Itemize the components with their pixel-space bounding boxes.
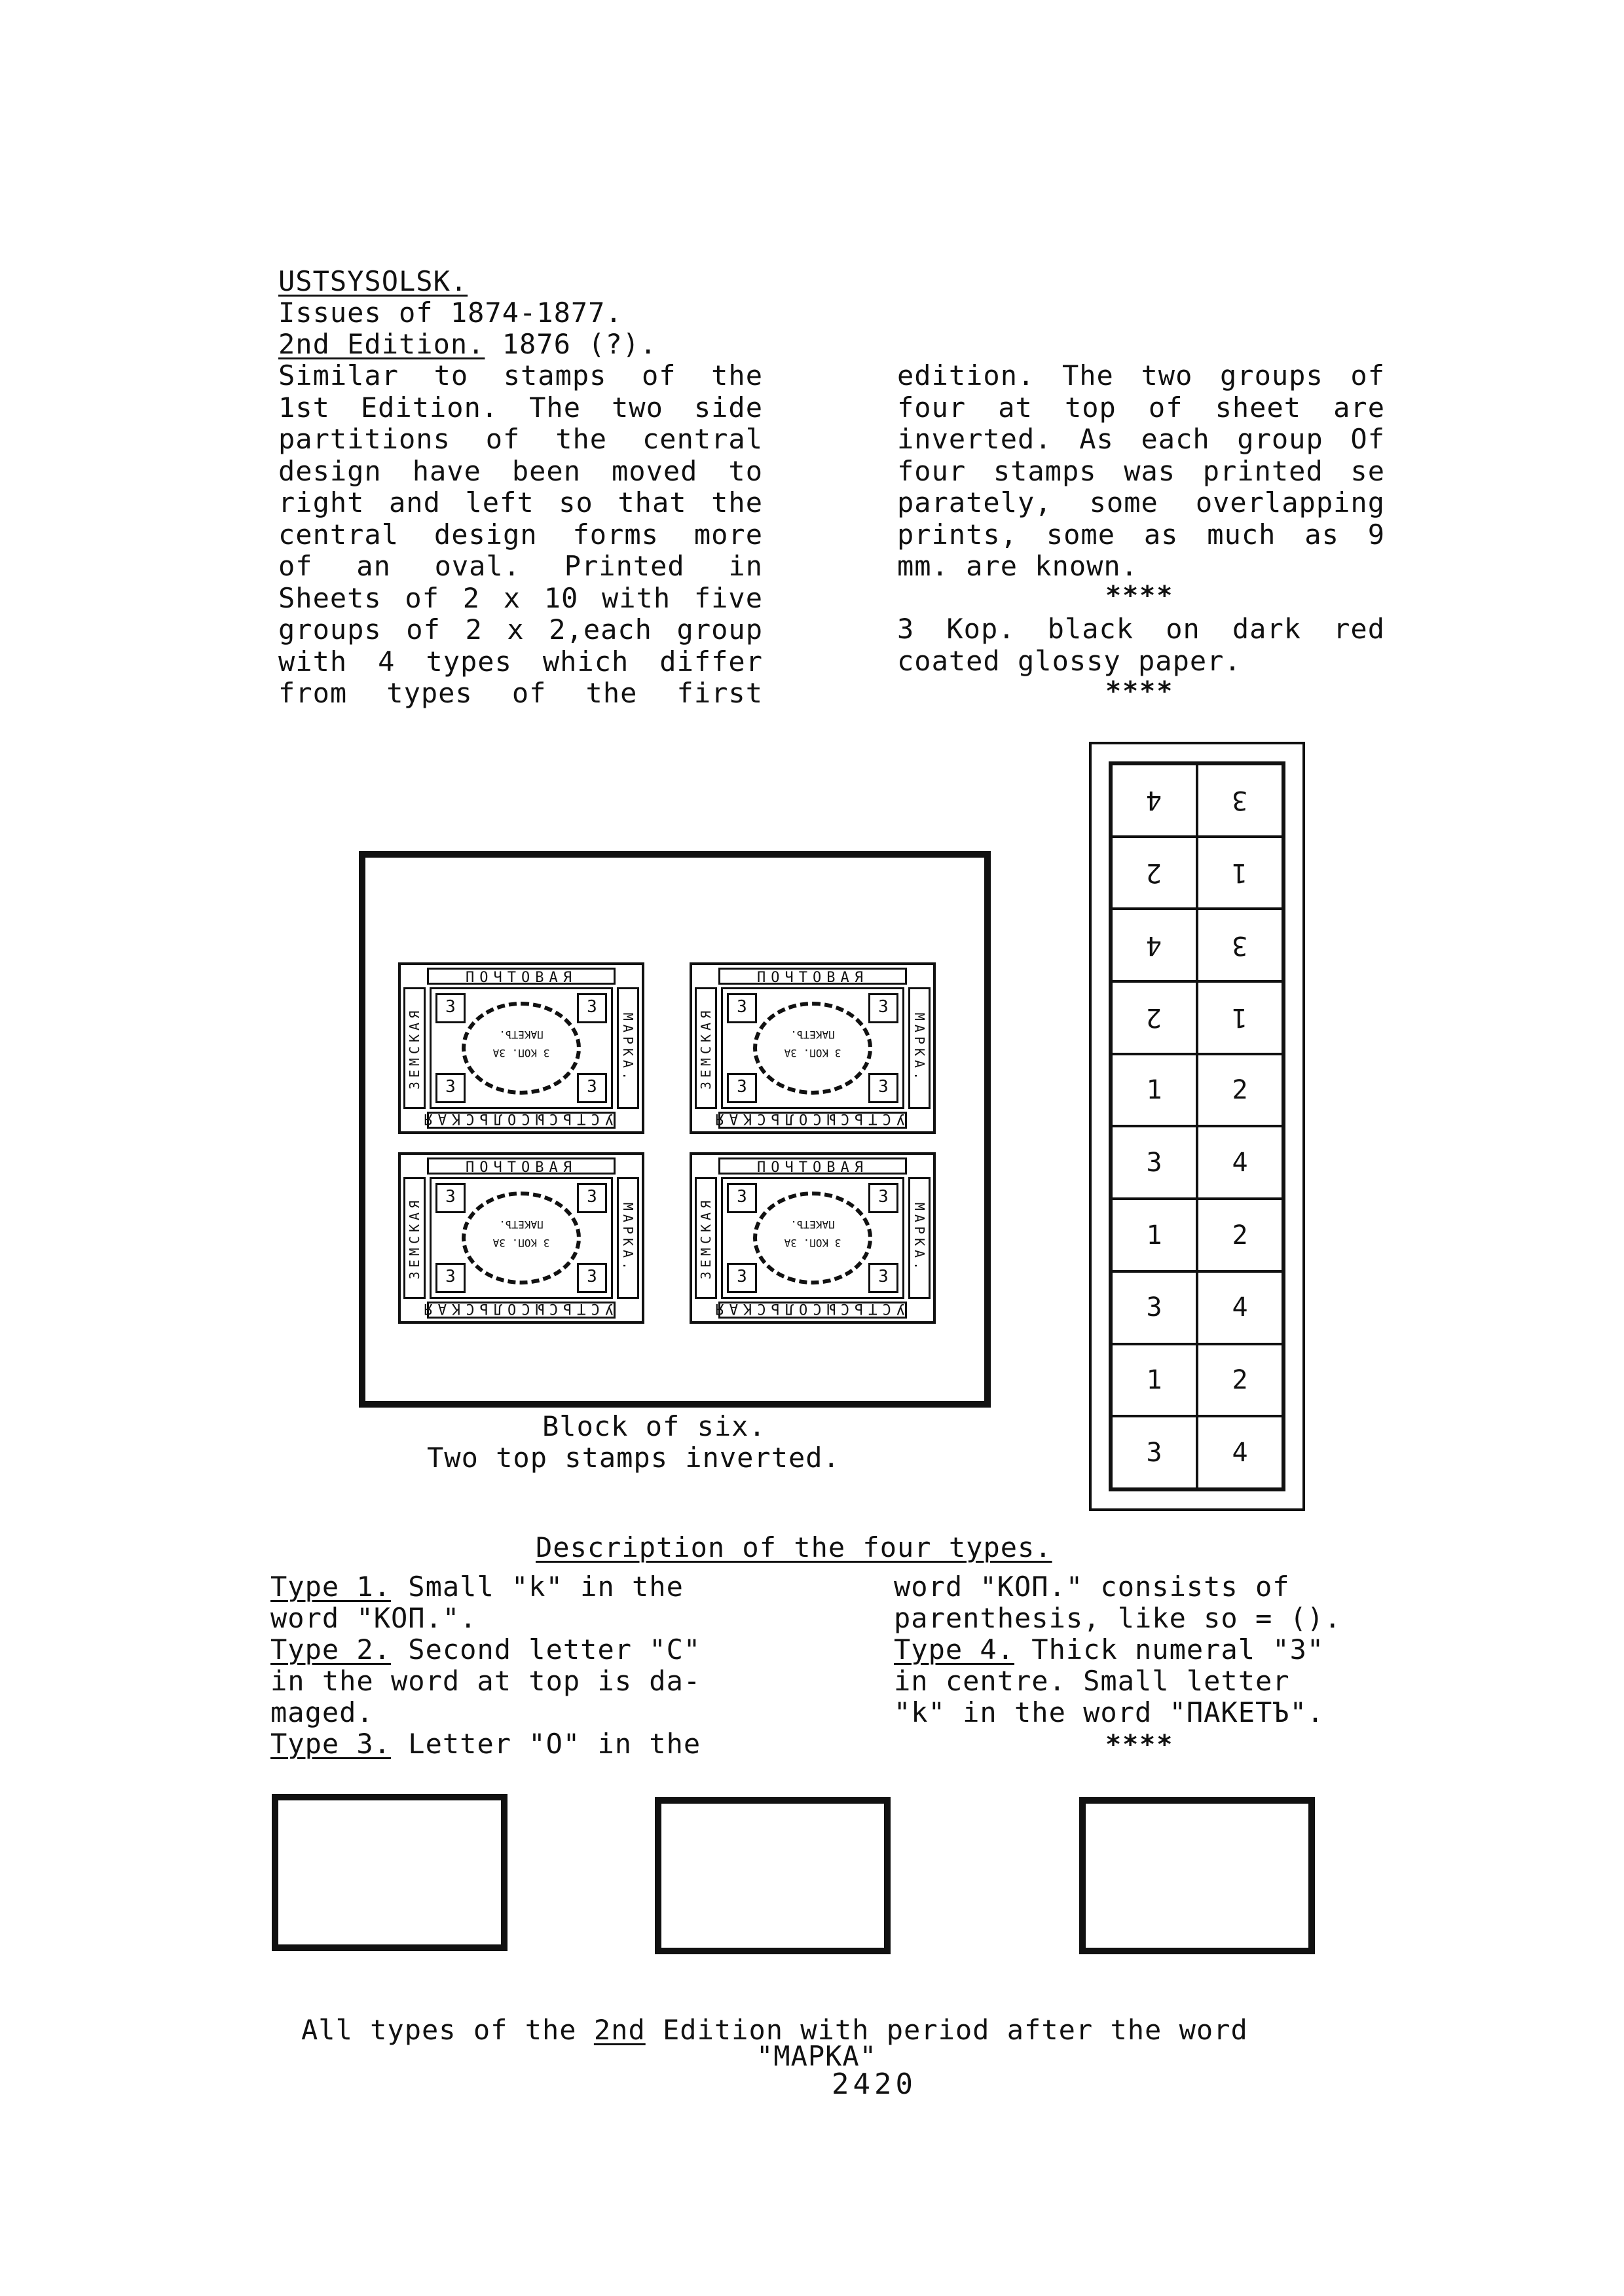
intro-right-line: parately, some overlapping xyxy=(897,486,1385,519)
stamp-oval xyxy=(462,1002,581,1095)
color-note xyxy=(897,613,1385,646)
intro-right-line: inverted. As each group Of xyxy=(897,423,1385,455)
sheet-cell: 4 xyxy=(1197,1126,1283,1199)
stamp-oval xyxy=(753,1002,872,1095)
sheet-cell: 3 xyxy=(1111,1416,1197,1489)
intro-right-line: prints, some as much as 9 xyxy=(897,518,1385,551)
stamp-top-label: ПОЧТОВАЯ xyxy=(427,1157,616,1175)
sheet-cell: 3 xyxy=(1197,909,1283,981)
type-2-line: maged. xyxy=(270,1696,374,1728)
type-2-line: in the word at top is da- xyxy=(270,1665,701,1697)
stamp-bottom-label: УСТЬСЫСОЛЬСКАЯ xyxy=(718,1112,907,1129)
stamp-top-label: ПОЧТОВАЯ xyxy=(427,968,616,985)
edition-label: 2nd Edition. xyxy=(278,328,485,360)
value-numeral: 3 xyxy=(577,1183,607,1213)
sheet-cell: 3 xyxy=(1111,1271,1197,1344)
sheet-cell: 2 xyxy=(1197,1344,1283,1417)
intro-left-line: Similar to stamps of the xyxy=(278,359,763,392)
value-numeral: 3 xyxy=(727,1073,757,1103)
color-note-line: coated glossy paper. xyxy=(897,645,1242,677)
intro-left-line: partitions of the central xyxy=(278,423,763,455)
stamp xyxy=(398,962,644,1134)
sheet-layout-grid xyxy=(1109,761,1285,1491)
intro-right-column xyxy=(897,360,1385,551)
type-1-label: Type 1. xyxy=(270,1571,392,1603)
stamp-left-label: ЗЕМСКАЯ xyxy=(695,987,717,1109)
intro-left-line: 1st Edition. The two side xyxy=(278,391,763,424)
intro-left-line: Sheets of 2 x 10 with five xyxy=(278,581,763,614)
block-caption-line: Two top stamps inverted. xyxy=(427,1442,840,1474)
type-3-continued: word "KOП." consists of xyxy=(894,1571,1290,1603)
stamp-left-label: ЗЕМСКАЯ xyxy=(695,1177,717,1299)
stamp-oval xyxy=(462,1192,581,1285)
sheet-cell: 3 xyxy=(1111,1126,1197,1199)
sheet-cell: 1 xyxy=(1197,837,1283,909)
sheet-cell: 4 xyxy=(1111,764,1197,837)
oval-text: ПАКЕТЪ. xyxy=(790,1029,835,1041)
value-numeral: 3 xyxy=(435,1183,466,1213)
oval-text: 3 КОП. ЗА xyxy=(492,1237,550,1249)
type-image-frame xyxy=(1079,1797,1315,1954)
stamp-bottom-label: УСТЬСЫСОЛЬСКАЯ xyxy=(718,1302,907,1319)
stamp-left-label: ЗЕМСКАЯ xyxy=(403,987,426,1109)
value-numeral: 3 xyxy=(577,1073,607,1103)
type-4-label: Type 4. xyxy=(894,1633,1015,1666)
sheet-cell: 2 xyxy=(1197,1054,1283,1127)
stamp-oval xyxy=(753,1192,872,1285)
intro-left-line: with 4 types which differ xyxy=(278,645,763,678)
footer-note: All types of the 2nd Edition with period after the word xyxy=(301,2014,1248,2046)
type-3-line: Type 3. Letter "O" in the xyxy=(270,1728,701,1760)
oval-text: ПАКЕТЪ. xyxy=(499,1218,544,1231)
type-3-label: Type 3. xyxy=(270,1728,392,1760)
intro-left-line: of an oval. Printed in xyxy=(278,550,763,582)
value-numeral: 3 xyxy=(727,1263,757,1293)
value-numeral: 3 xyxy=(435,993,466,1023)
sheet-cell: 1 xyxy=(1111,1344,1197,1417)
stamp-center xyxy=(721,987,904,1109)
stamp-bottom-label: УСТЬСЫСОЛЬСКАЯ xyxy=(427,1302,616,1319)
footer-ordinal: 2nd xyxy=(593,2014,646,2046)
sheet-cell: 4 xyxy=(1111,909,1197,981)
intro-left-column xyxy=(278,360,763,710)
sheet-cell: 4 xyxy=(1197,1271,1283,1344)
stamp xyxy=(690,1152,936,1324)
value-numeral: 3 xyxy=(577,1263,607,1293)
sheet-cell: 2 xyxy=(1111,981,1197,1054)
type-4-line: Type 4. Thick numeral "3" xyxy=(894,1633,1325,1666)
intro-left-line: right and left so that the xyxy=(278,486,763,519)
type-image-frame xyxy=(272,1794,507,1951)
sheet-cell: 1 xyxy=(1197,981,1283,1054)
stamp-top-label: ПОЧТОВАЯ xyxy=(718,1157,907,1175)
intro-left-line: design have been moved to xyxy=(278,454,763,487)
type-image-frame xyxy=(655,1797,891,1954)
intro-right-line: four stamps was printed se xyxy=(897,454,1385,487)
type-1-line: Type 1. Small "k" in the xyxy=(270,1571,684,1603)
type-2-label: Type 2. xyxy=(270,1633,392,1666)
issues-line: Issues of 1874-1877. xyxy=(278,297,623,329)
value-numeral: 3 xyxy=(727,993,757,1023)
value-numeral: 3 xyxy=(868,1073,898,1103)
value-numeral: 3 xyxy=(868,1183,898,1213)
article-title: USTSYSOLSK. xyxy=(278,265,468,297)
stamp-right-label: МАРКА. xyxy=(908,1177,931,1299)
stamp-top-label: ПОЧТОВАЯ xyxy=(718,968,907,985)
types-heading: Description of the four types. xyxy=(536,1531,1052,1563)
type-4-line: in centre. Small letter xyxy=(894,1665,1290,1697)
type-2-line: Type 2. Second letter "C" xyxy=(270,1633,701,1666)
oval-text: ПАКЕТЪ. xyxy=(499,1029,544,1041)
intro-right-line: edition. The two groups of xyxy=(897,359,1385,392)
stamp-center xyxy=(721,1177,904,1299)
edition-line xyxy=(278,329,657,360)
value-numeral: 3 xyxy=(435,1073,466,1103)
page-number: 2420 xyxy=(832,2068,917,2101)
oval-text: 3 КОП. ЗА xyxy=(784,1237,841,1249)
footer-word: "MAPKA" xyxy=(756,2040,877,2072)
stamp-right-label: МАРКА. xyxy=(617,987,639,1109)
type-1-line: word "KOП.". xyxy=(270,1602,477,1634)
value-numeral: 3 xyxy=(577,993,607,1023)
stamp-right-label: МАРКА. xyxy=(908,987,931,1109)
stamp xyxy=(690,962,936,1134)
intro-right-line: four at top of sheet are xyxy=(897,391,1385,424)
type-3-continued: parenthesis, like so = (). xyxy=(894,1602,1342,1634)
edition-date: 1876 (?). xyxy=(485,328,657,360)
stamp-bottom-label: УСТЬСЫСОЛЬСКАЯ xyxy=(427,1112,616,1129)
oval-text: 3 КОП. ЗА xyxy=(492,1047,550,1059)
oval-text: 3 КОП. ЗА xyxy=(784,1047,841,1059)
separator-stars: **** xyxy=(1105,676,1174,706)
value-numeral: 3 xyxy=(868,1263,898,1293)
value-numeral: 3 xyxy=(727,1183,757,1213)
sheet-cell: 2 xyxy=(1197,1199,1283,1271)
value-numeral: 3 xyxy=(868,993,898,1023)
oval-text: ПАКЕТЪ. xyxy=(790,1218,835,1231)
intro-left-line: groups of 2 x 2,each group xyxy=(278,613,763,646)
intro-left-line: from types of the first xyxy=(278,677,763,709)
sheet-cell: 4 xyxy=(1197,1416,1283,1489)
sheet-cell: 1 xyxy=(1111,1054,1197,1127)
sheet-cell: 2 xyxy=(1111,837,1197,909)
stamp-right-label: МАРКА. xyxy=(617,1177,639,1299)
type-4-line: "k" in the word "ПАКЕТЪ". xyxy=(894,1696,1325,1728)
color-note-line: 3 Kop. black on dark red xyxy=(897,613,1385,645)
separator-stars: **** xyxy=(1105,581,1174,611)
value-numeral: 3 xyxy=(435,1263,466,1293)
stamp-center xyxy=(430,1177,613,1299)
stamp-center xyxy=(430,987,613,1109)
separator-stars: **** xyxy=(1105,1730,1174,1760)
intro-left-line: central design forms more xyxy=(278,518,763,551)
stamp xyxy=(398,1152,644,1324)
block-caption-line: Block of six. xyxy=(542,1410,766,1442)
sheet-cell: 3 xyxy=(1197,764,1283,837)
sheet-cell: 1 xyxy=(1111,1199,1197,1271)
block-of-six-image xyxy=(359,851,991,1408)
stamp-left-label: ЗЕМСКАЯ xyxy=(403,1177,426,1299)
intro-right-last-line: mm. are known. xyxy=(897,550,1139,582)
